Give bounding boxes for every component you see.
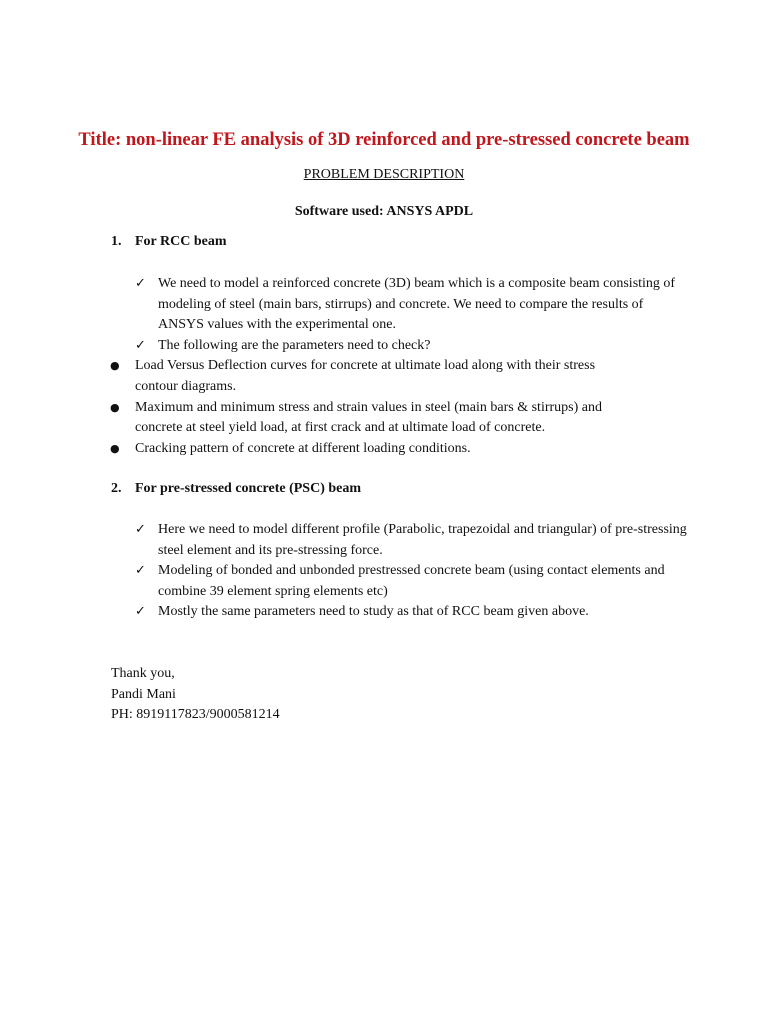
- section-heading-psc: [111, 479, 361, 499]
- list-item: [0, 561, 768, 602]
- list-item: [0, 274, 768, 336]
- bullet-icon: ●: [110, 400, 120, 414]
- list-item-text: The following are the parameters need to check?: [158, 337, 431, 353]
- section-title: For pre-stressed concrete (PSC) beam: [135, 481, 362, 496]
- list-item: [0, 398, 768, 439]
- list-item: [0, 520, 768, 561]
- check-icon: ✓: [135, 604, 146, 620]
- author-name: Pandi Mani: [111, 686, 176, 702]
- signature-block: [111, 664, 280, 726]
- list-item-text: Here we need to model different profile (Parabolic, trapezoidal and triangular) of pre-stressing steel element and its pre-stressing force.: [158, 522, 687, 558]
- section-title: For RCC beam: [135, 234, 227, 249]
- closing-line: Thank you,: [111, 666, 175, 681]
- section-heading-rcc: [111, 232, 227, 252]
- check-icon: ✓: [135, 522, 146, 537]
- list-item: [0, 439, 768, 460]
- bullet-icon: ●: [110, 441, 120, 455]
- rcc-item-list: [0, 274, 768, 459]
- software-used-line: Software used: ANSYS APDL: [294, 204, 474, 219]
- bullet-icon: ●: [110, 359, 120, 373]
- list-item-text: We need to model a reinforced concrete (3D) beam which is a composite beam consisting of modeling of steel (main bars, stirrups) and concrete. We need to compare the results of ANSYS values with the experimental one.: [158, 276, 676, 333]
- psc-item-list: [0, 520, 768, 623]
- section-number: 1.: [111, 234, 122, 249]
- list-item: [0, 602, 768, 623]
- list-item-text: Maximum and minimum stress and strain values in steel (main bars & stirrups) and concrete at steel yield load, at first crack and at ultimate load of concrete.: [135, 399, 602, 436]
- check-icon: ✓: [135, 563, 146, 579]
- check-icon: ✓: [135, 337, 146, 353]
- list-item: [0, 336, 768, 357]
- problem-description-heading: PROBLEM DESCRIPTION: [303, 167, 465, 182]
- phone-number: PH: 8919117823/9000581214: [111, 707, 280, 723]
- list-item: [0, 356, 768, 397]
- check-icon: ✓: [135, 276, 146, 291]
- list-item-text: Mostly the same parameters need to study as that of RCC beam given above.: [158, 604, 589, 620]
- section-number: 2.: [111, 481, 122, 496]
- list-item-text: Load Versus Deflection curves for concrete at ultimate load along with their stress contour diagrams.: [135, 358, 596, 394]
- document-title: Title: non-linear FE analysis of 3D reinforced and pre-stressed concrete beam: [78, 130, 690, 150]
- list-item-text: Cracking pattern of concrete at different loading conditions.: [135, 440, 471, 456]
- list-item-text: Modeling of bonded and unbonded prestressed concrete beam (using contact elements and combine 39 element spring elements etc): [158, 563, 665, 599]
